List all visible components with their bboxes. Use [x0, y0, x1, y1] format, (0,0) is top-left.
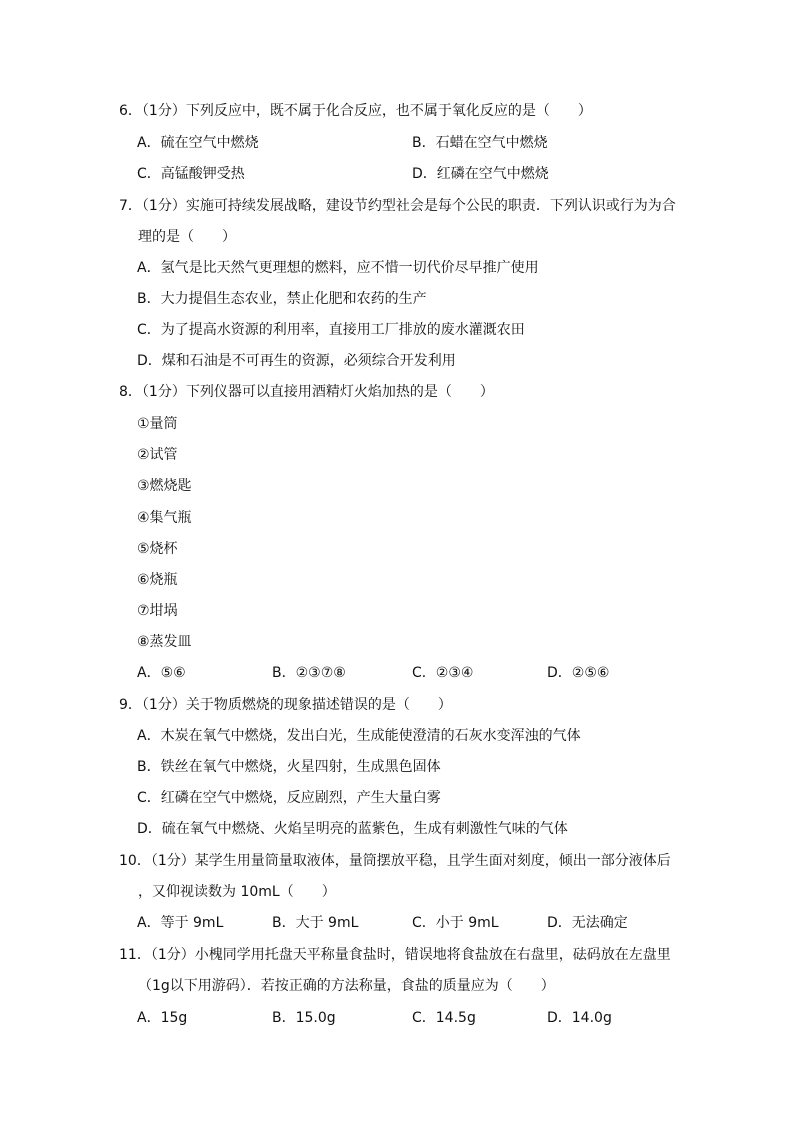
question-8-item: ⑤烧杯	[137, 541, 178, 557]
question-9-option-a: A．木炭在氧气中燃烧，发出白光，生成能使澄清的石灰水变浑浊的气体	[137, 728, 581, 744]
question-6-stem: 6．（1分）下列反应中，既不属于化合反应，也不属于氧化反应的是（ ）	[119, 103, 592, 119]
question-8-option-d: D．②⑤⑥	[547, 665, 610, 681]
question-6-option-b: B．石蜡在空气中燃烧	[412, 135, 548, 151]
question-11-stem-line1: 11．（1分）小槐同学用托盘天平称量食盐时，错误地将食盐放在右盘里，砝码放在左盘里	[119, 947, 671, 963]
question-8-option-a: A．⑤⑥	[137, 665, 186, 681]
question-7-option-c: C．为了提高水资源的利用率，直接用工厂排放的废水灌溉农田	[137, 322, 525, 338]
question-8-item: ①量筒	[137, 416, 178, 432]
question-9-option-b: B．铁丝在氧气中燃烧，火星四射，生成黑色固体	[137, 759, 441, 775]
question-11-stem-line2: （1g以下用游码）．若按正确的方法称量，食盐的质量应为（ ）	[138, 978, 555, 994]
question-10-stem-line2: ，又仰视读数为 10mL（ ）	[138, 884, 336, 900]
question-8-item: ②试管	[137, 447, 178, 463]
question-7-option-a: A．氢气是比天然气更理想的燃料，应不惜一切代价尽早推广使用	[137, 260, 539, 276]
question-6-option-c: C．高锰酸钾受热	[137, 166, 245, 182]
question-10-stem-line1: 10．（1分）某学生用量筒量取液体，量筒摆放平稳，且学生面对刻度，倾出一部分液体后	[119, 853, 671, 869]
question-7-option-b: B．大力提倡生态农业，禁止化肥和农药的生产	[137, 291, 427, 307]
question-8-option-b: B．②③⑦⑧	[272, 665, 346, 681]
question-8-item: ③燃烧匙	[137, 478, 192, 494]
question-8-stem: 8．（1分）下列仪器可以直接用酒精灯火焰加热的是（ ）	[119, 384, 494, 400]
question-9-option-c: C．红磷在空气中燃烧，反应剧烈，产生大量白雾	[137, 790, 441, 806]
question-8-item: ④集气瓶	[137, 510, 192, 526]
question-10-option-b: B．大于 9mL	[272, 915, 359, 931]
question-10-option-a: A．等于 9mL	[137, 915, 224, 931]
question-11-option-d: D．14.0g	[547, 1010, 612, 1026]
question-11-option-c: C．14.5g	[412, 1010, 476, 1026]
question-7-stem-line2: 理的是（ ）	[138, 229, 236, 245]
question-9-option-d: D．硫在氧气中燃烧、火焰呈明亮的蓝紫色，生成有刺激性气味的气体	[137, 821, 568, 837]
question-10-option-d: D．无法确定	[547, 915, 628, 931]
question-11-option-a: A．15g	[137, 1010, 188, 1026]
question-7-option-d: D．煤和石油是不可再生的资源，必须综合开发利用	[137, 353, 456, 369]
question-6-option-a: A．硫在空气中燃烧	[137, 135, 259, 151]
question-11-option-b: B．15.0g	[272, 1010, 336, 1026]
question-8-item: ⑥烧瓶	[137, 572, 178, 588]
question-8-item: ⑦坩埚	[137, 603, 178, 619]
question-6-option-d: D．红磷在空气中燃烧	[412, 166, 549, 182]
question-8-item: ⑧蒸发皿	[137, 634, 192, 650]
question-7-stem-line1: 7．（1分）实施可持续发展战略，建设节约型社会是每个公民的职责．下列认识或行为为合	[119, 198, 676, 214]
question-9-stem: 9．（1分）关于物质燃烧的现象描述错误的是（ ）	[119, 697, 452, 713]
question-10-option-c: C．小于 9mL	[412, 915, 499, 931]
question-8-option-c: C．②③④	[412, 665, 474, 681]
